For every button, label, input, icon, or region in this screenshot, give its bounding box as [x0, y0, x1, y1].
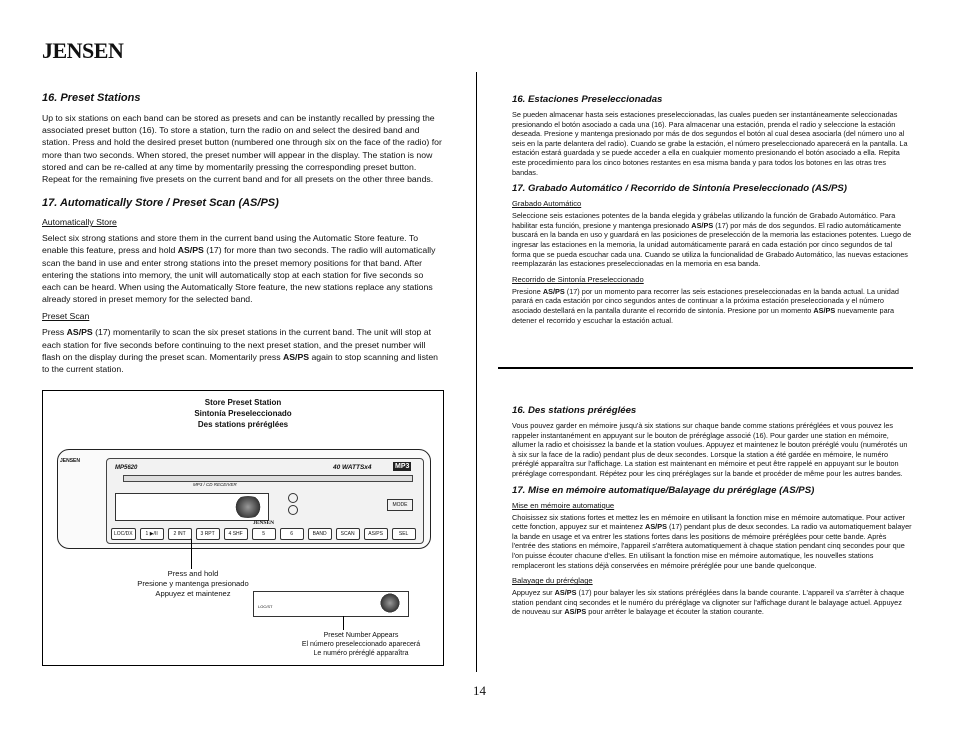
es-grabado-subheading: Grabado Automático [512, 199, 582, 209]
preset-appears-leader [343, 616, 344, 630]
es-section-16-title: 16. Estaciones Preseleccionadas [512, 94, 663, 105]
button-preset-2: 2 INT [168, 528, 192, 540]
volume-knobs [283, 491, 303, 517]
english-column [42, 92, 444, 381]
es-section-16-body: Se pueden almacenar hasta seis estaciones preseleccionadas, las cuales pueden ser instantáneamente seleccionadas presionando el botón asociado a cada una (16). Para almacenar una estación, prenda el radio y seleccione la estación deseada. Presione y mantenga presionado por más de dos segundos el botón al cual desea asociarla (del número uno al seis en la parte delantera del radio). Cuando se grabe la estación, el número preseleccionado aparecerá en la pantalla. La estación estará guardada y se puede acceder a ella en cualquier momento presionando el botón asociado a ella. Repita este procedimiento para los cinco botones restantes en esa misma banda y para todos los botones en las otras tres bandas. [512, 110, 908, 177]
fr-section-17-title: 17. Mise en mémoire automatique/Balayage du préréglage (AS/PS) [512, 484, 815, 496]
model-number: MP5620 [115, 465, 138, 471]
button-as-ps: AS/PS [364, 528, 388, 540]
button-band: BAND [308, 528, 332, 540]
fr-balayage-subheading: Balayage du préréglage [512, 576, 593, 586]
radio-display [115, 493, 269, 521]
auto-store-subheading: Automatically Store [42, 217, 117, 228]
page-number: 14 [473, 683, 486, 698]
auto-store-body: Select six strong stations and store them in the current band using the Automatic Store feature. To enable this feature, press and hold AS/PS (17) for more than two seconds. The radio will automatically scan the band in use and enter strong stations into the preset memory positions for that band. After entering the stations into memory, the unit will automatically stop at each station for five seconds so each can be heard. When using the Automatically Store feature, the new stations replace any stations already stored in preset memory for the selected band. [42, 233, 436, 305]
button-scan: SCAN [336, 528, 360, 540]
press-hold-caption: Press and hold Presione y mantenga presionado Appuyez et maintenez [137, 569, 249, 598]
preset-scan-subheading: Preset Scan [42, 311, 90, 322]
cd-slot [123, 475, 413, 482]
radio-inner-panel [106, 458, 424, 544]
language-divider [498, 367, 913, 369]
press-hold-leader [191, 539, 192, 569]
es-recorrido-body: Presione AS/PS (17) por un momento para recorrer las seis estaciones preseleccionadas en la banda actual. La unidad parará en cada estación por cinco segundos antes de continuar a la próxima estación preseleccionada y el número asociado destellará en la pantalla durante el recorrido de sintonía. Presione por un momento AS/PS nuevamente para detener el recorrido y escuchar la estación actual. [512, 286, 899, 325]
fr-balayage-body: Appuyez sur AS/PS (17) pour balayer les six stations préréglées dans la bande courante. L'appareil va s'arrêter à chaque station pendant cinq secondes et le numéro du préréglage va clignoter sur l'affichage durant le balayage actuel. Appuyez de nouveau sur AS/PS pour arrêter le balayage et écouter la station courante. [512, 588, 905, 617]
es-recorrido-subheading: Recorrido de Sintonía Preseleccionado [512, 274, 644, 284]
button-preset-3: 3 RPT [196, 528, 220, 540]
section-16-title: 16. Preset Stations [42, 92, 141, 104]
fr-memoire-subheading: Mise en mémoire automatique [512, 500, 615, 510]
figure-title: Store Preset Station Sintonía Preseleccionado Des stations préréglées [194, 398, 292, 429]
watts-label: 40 WATTSx4 [333, 464, 372, 471]
mode-button: MODE [387, 499, 413, 511]
radio-brand: JENSEN [253, 520, 275, 526]
display-preset-detail [253, 591, 409, 617]
preset-appears-caption: Preset Number Appears El número preseleccionado aparecerá Le numéro préréglé apparaîtra [301, 632, 421, 657]
button-preset-4: 4 SHF [224, 528, 248, 540]
fr-section-16-title: 16. Des stations préréglées [512, 405, 637, 416]
section-16-body: Up to six stations on each band can be stored as presets and can be instantly recalled by pressing the associated preset button (16). To store a station, turn the radio on and select the desired band and station. Press and hold the desired preset button (numbered one through six on the face of the radio) for more than two seconds. When stored, the preset number will appear in the display. The station is now stored and can be re-called at any time by momentarily pressing the corresponding preset button. Repeat for the remaining five presets on the current band and for all presets on the other three bands. [42, 113, 442, 185]
button-loc-dx: LOC/DX [111, 528, 136, 540]
fr-section-16-body: Vous pouvez garder en mémoire jusqu'à six stations sur chaque bande comme stations préréglées et vous pouvez les rappeler instantanément en appuyant sur le bouton de préréglage associé (16). Pour garder une station en mémoire, allumer la radio et choisissez la bande et la station voulues. Appuyez et maintenez le bouton préréglé voulu (numérotés un à six sur la face de la radio) pendant plus de deux secondes. Lorsque la station a été gardée en mémoire, le numéro préréglé apparaîtra sur l'affichage. La station est maintenant en mémoire et peut être rappelé en appuyant sur le bouton préréglage correspondant. Répétez pour les cinq préréglages sur la bande et procéder de même pour les autres bandes. [512, 421, 908, 478]
radio-faceplate [57, 449, 431, 549]
button-preset-1: 1 ▶/II [140, 528, 164, 540]
lcd-label: LOC/ST [258, 604, 273, 609]
button-preset-5: 5 [252, 528, 276, 540]
jensen-logo: JENSEN [42, 38, 124, 63]
es-section-17-title: 17. Grabado Automático / Recorrido de Sintonía Preseleccionado (AS/PS) [512, 183, 847, 195]
column-divider [476, 72, 477, 672]
radio-side-brand: JENSEN [60, 458, 81, 464]
spanish-section [512, 94, 912, 331]
preset-station-figure [42, 390, 444, 666]
button-preset-6: 6 [280, 528, 304, 540]
fr-memoire-body: Choisissez six stations fortes et mettez les en mémoire en utilisant la fonction mise en mémoire automatique. Pour activer cette fonction, appuyez sur et maintenez AS/PS (17) pendant plus de deux secondes. La radio va automatiquement balayer la bande en usage et va entrer les stations fortes dans les positions de mémoire préréglées pour cette bande. Après l'entrée des stations en mémoire, l'appareil s'arrêtera automatiquement à chaque station pendant cinq secondes pour que l'on puisse écouter chacune d'elles. En utilisant la fonction mise en mémoire automatique, les nouvelles stations remplaceront les stations déjà conservées en mémoire préréglée pour une bande quelconque. [512, 512, 912, 570]
preset-scan-body: Press AS/PS (17) momentarily to scan the six preset stations in the current band. The unit will stop at each station for five seconds before continuing to the next preset station, and the preset number will flash on the display during the preset scan. Momentarily press AS/PS again to stop scanning and listen to the current station. [42, 327, 439, 375]
es-grabado-body: Seleccione seis estaciones potentes de la banda elegida y grábelas utilizando la función de Grabado Automático. Para habilitar esta función, presione y mantenga presionado AS/PS (17) por más de dos segundos. El radio automáticamente buscará en la banda en uso y guardará en las posiciones de preselección de la memoria las estaciones potentes. Luego de ingresar las estaciones en la memoria, la unidad automáticamente parará en cada estación por cinco segundos de tal forma que se pueda escuchar cada una. Cuando se utiliza la funcionalidad de Grabado Automático, las nuevas estaciones reemplazarán las estaciones preseleccionadas en la memoria en esa banda. [512, 211, 912, 269]
french-section [512, 405, 912, 623]
button-sel: SEL [392, 528, 416, 540]
mp3-badge: MP3 [395, 463, 410, 470]
disc-graphic [231, 496, 265, 518]
section-17-title: 17. Automatically Store / Preset Scan (AS/PS) [42, 197, 279, 210]
radio-button-row [111, 528, 451, 540]
disc-graphic-detail [378, 593, 402, 613]
cd-receiver-label: MP3 / CD RECEIVER [193, 482, 237, 487]
